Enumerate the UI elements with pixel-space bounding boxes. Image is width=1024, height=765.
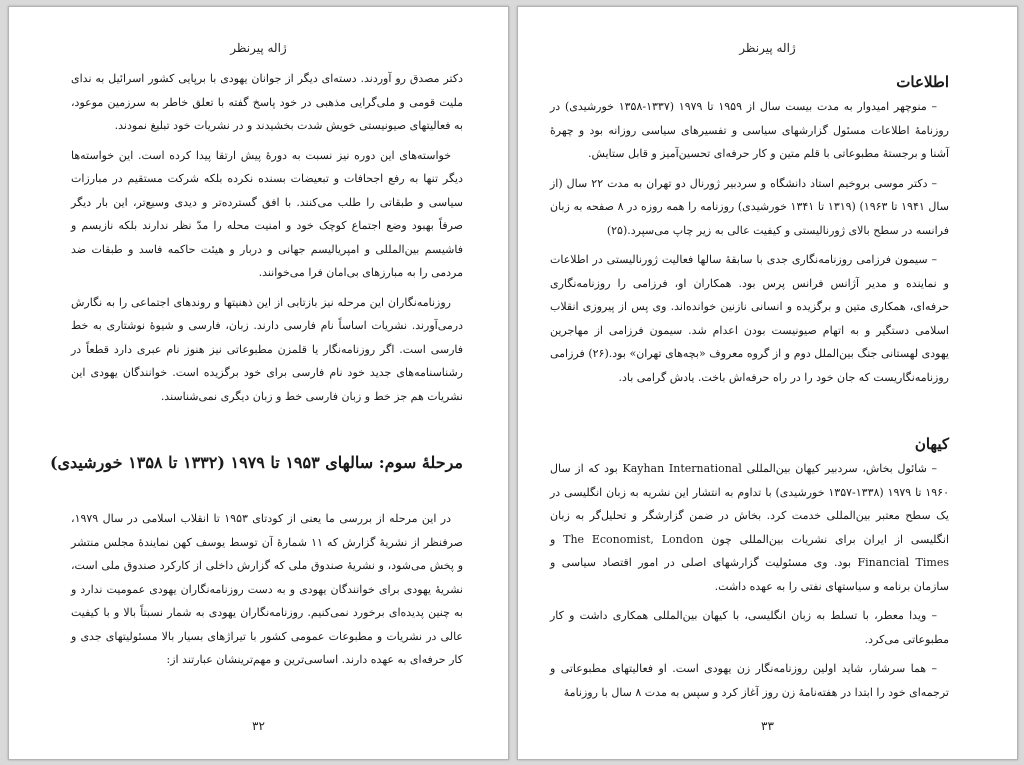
paragraph: – شائول بخاش، سردبیر کیهان بین‌المللی Kayhan International بود که از سال ۱۹۶۰ تا ۱۹۷۹ (۱۳۳۸-۱۳۵۷ خورشیدی) با تداوم به انتشار این نشریه به زبان انگلیسی در یک سطح معتبر بین‌المللی خدمت کرد. بخاش در ضمن گزارشگر و تحلیل‌گر به زبان انگلیسی از ایران برای نشریات بین‌المللی چون The Economist, London و Financial Times بود. وی مسئولیت گزارشهای اصلی در امور اقتصاد سیاسی و سازمان برنامه و سیاستهای نفتی را به عهده داشت. (550, 462, 950, 593)
paragraph: – دکتر موسی بروخیم استاد دانشگاه و سردبیر ژورنال دو تهران به مدت ۲۲ سال (از سال ۱۹۴۱ تا ۱۹۶۳) (۱۳۱۹ تا ۱۳۴۱ خورشیدی) روزنامه را همه روزه در ۸ صفحه به زبان فرانسه در سطح بالای ژورنالیستی و کیفیت عالی به زیر چاپ می‌سپرد.(۲۵) (550, 176, 949, 237)
section-heading-kayhan: کیهان (914, 435, 949, 453)
paragraph: – ویدا معطر، با تسلط به زبان انگلیسی، با کیهان بین‌المللی همکاری داشت و کار مطبوعاتی می‌کرد. (550, 609, 949, 646)
chapter-heading: مرحلهٔ سوم: سالهای ۱۹۵۳ تا ۱۹۷۹ (۱۳۳۲ تا ۱۳۵۸ خورشیدی) (49, 453, 463, 472)
page-number: ۳۳ (761, 719, 774, 733)
running-head: ژاله پیرنظر (230, 41, 287, 55)
left-page (8, 6, 509, 760)
paragraph: – هما سرشار، شاید اولین روزنامه‌نگار زن یهودی است. او فعالیتهای مطبوعاتی و ترجمه‌ای خود را ابتدا در هفته‌نامهٔ زن روز آغاز کرد و سپس به مدت ۸ سال با روزنامهٔ (550, 662, 949, 699)
paragraph: خواسته‌های این دوره نیز نسبت به دورهٔ پیش ارتقا پیدا کرده است. این خواسته‌ها دیگر تنها به رفع اجحافات و تبعیضات بسنده نکرده بلکه شرکت مستقیم در مبارزات سیاسی و طبقاتی را طلب می‌کنند. با افق گسترده‌تر و دیدی وسیع‌تر، این بار دیگر صرفاً بهبود وضع اجتماع کوچک خود و امنیت محله را مدّ نظر ندارند بلکه نازیسم و فاشیسم بین‌المللی و امپریالیسم جهانی و دربار و هیئت حاکمه فاسد و طبقات ضد مردمی را به مبارزهای بی‌امان فرا می‌خوانند. (71, 148, 463, 279)
paragraph: – سیمون فرزامی روزنامه‌نگاری جدی با سابقهٔ سالها فعالیت ژورنالیستی در اطلاعات و نماینده و مدیر آژانس فرانس پرس بود. همکاران او، فرزامی را روزنامه‌نگاری حرفه‌ای، همکاری متین و برگزیده و انسانی نازنین خوانده‌اند. وی پس از پیروزی انقلاب اسلامی دستگیر و به اتهام صیونیست بودن اعدام شد. سیمون فرزامی از مهاجرین یهودی لهستانی جنگ بین‌الملل دوم و از گروه معروف «بچه‌های تهران» بود.(۲۶) فرزامی روزنامه‌نگاریست که جان خود را در راه حرفه‌اش باخت. یادش گرامی باد. (550, 253, 949, 384)
body-text-ettelaat (550, 95, 949, 395)
page-number: ۳۲ (252, 719, 265, 733)
running-head: ژاله پیرنظر (739, 41, 796, 55)
paragraph: دکتر مصدق رو آوردند. دسته‌ای دیگر از جوانان یهودی با برپایی کشور اسرائیل به ندای ملیت قومی و ملی‌گرایی مذهبی در خود پاسخ گفته با تعلق خاطر به سرزمین موعود، به فعالیتهای صیونیستی خویش شدت بخشیدند و در نشریات خود تبلیغ نمودند. (71, 72, 463, 132)
section-heading-ettelaat: اطلاعات (896, 73, 949, 91)
paragraph: روزنامه‌نگاران این مرحله نیز بازتابی از این ذهنیتها و روندهای اجتماعی را به نگارش درمی‌آورند. نشریات اساساً نام فارسی دارند. زبان، فارسی و شیوهٔ نوشتاری به خط فارسی است. اگر روزنامه‌نگار یا قلمزن مطبوعاتی نیز هنوز نام عبری دارد قطعاً در رشناسنامه‌های جدید خود نام فارسی برای خود برگزیده است. خوانندگان یهودی این نشریات هم جز خط و زبان فارسی خط و زبان دیگری نمی‌شناسند. (71, 295, 463, 403)
paragraph: در این مرحله از بررسی ما یعنی از کودتای ۱۹۵۳ تا انقلاب اسلامی در سال ۱۹۷۹، صرفنظر از نشریهٔ گزارش که ۱۱ شمارهٔ آن توسط یوسف کهن نمایندهٔ مجلس منتشر و پخش می‌شود، و نشریهٔ صندوق ملی که گزارش داخلی از کارکرد صندوق ملی است، نشریهٔ یهودی برای خوانندگان یهودی و به دست روزنامه‌نگاران یهودی عمومیت ندارد و به چنین پدیده‌ای برخورد نمی‌کنیم. روزنامه‌نگاران یهودی به شمار نسبتاً بالا و با کیفیت عالی در نشریات و مطبوعات عمومی کشور با تیراژهای بسیار بالا مسئولیتهای جدی و کار حرفه‌ای به عهده دارند. اساسی‌ترین و مهم‌ترینشان عبارتند از: (71, 512, 463, 666)
body-text-top (71, 67, 463, 414)
body-text-kayhan (550, 457, 949, 710)
body-text-bottom (71, 507, 463, 678)
paragraph: – منوچهر امیدوار به مدت بیست سال از ۱۹۵۹ تا ۱۹۷۹ (۱۳۳۷-۱۳۵۸ خورشیدی) در روزنامهٔ اطلاعات مسئول گزارشهای سیاسی و تفسیرهای سیاسی روزانه بود و چهرهٔ آشنا و برجستهٔ مطبوعاتی با قلم متین و کار حرفه‌ای تحسین‌آمیز و قابل ستایش. (550, 100, 949, 160)
right-page (517, 6, 1018, 760)
